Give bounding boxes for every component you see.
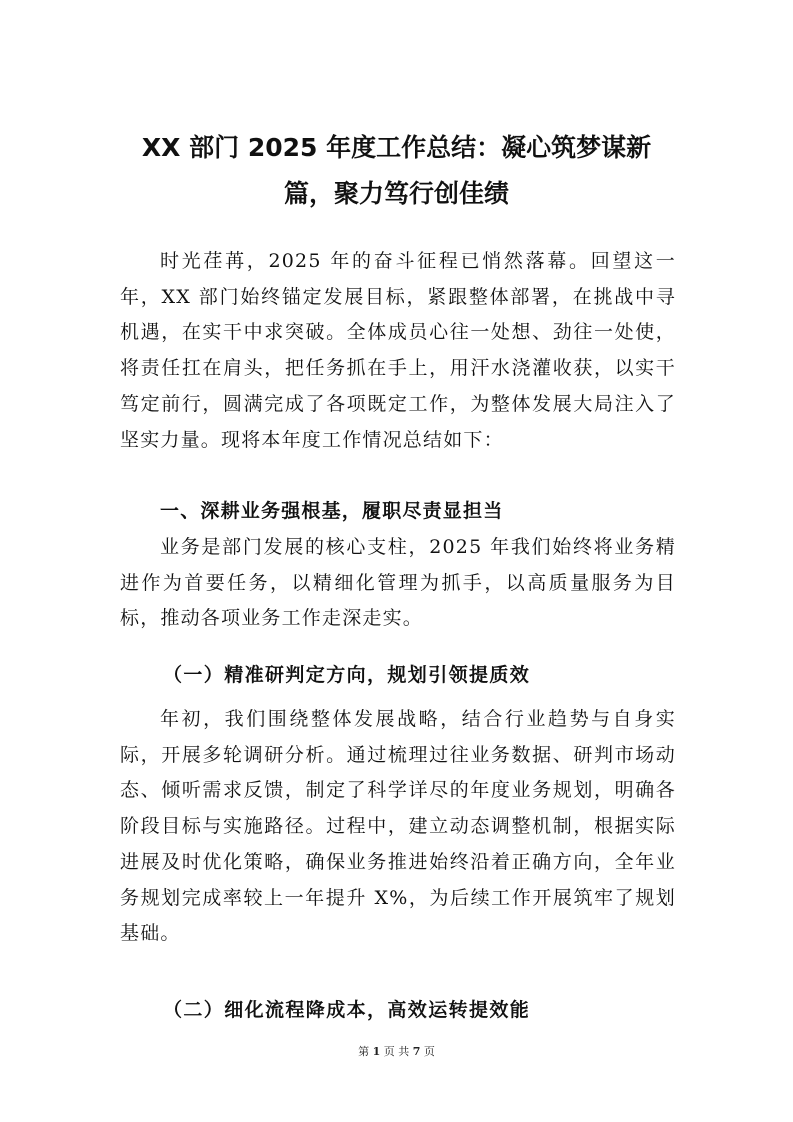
footer-middle: 页 共 (383, 1045, 410, 1058)
footer-total-pages: 7 (412, 1045, 421, 1058)
subsection1-heading: （一）精准研判定方向，规划引领提质效 (163, 664, 531, 686)
footer-suffix: 页 (423, 1045, 435, 1058)
subsection1-paragraph: 年初，我们围绕整体发展战略，结合行业趋势与自身实际，开展多轮调研分析。通过梳理过往业务数据、研判市场动态、倾听需求反馈，制定了科学详尽的年度业务规划，明确各阶段目标与实施路径。过程中，建立动态调整机制，根据实际进展及时优化策略，确保业务推进始终沿着正确方向，全年业务规划完成率较上一年提升 X%，为后续工作开展筑牢了规划基础。 (120, 708, 676, 945)
section1-paragraph: 业务是部门发展的核心支柱，2025 年我们始终将业务精进作为首要任务，以精细化管理为抓手，以高质量服务为目标，推动各项业务工作走深走实。 (120, 536, 676, 630)
footer-prefix: 第 (358, 1045, 370, 1058)
document-title-line2: 篇，聚力笃行创佳绩 (283, 179, 509, 208)
footer-page-number: 1 (372, 1045, 381, 1058)
page-footer (0, 1045, 793, 1059)
subsection2-heading: （二）细化流程降成本，高效运转提效能 (163, 999, 531, 1021)
section1-heading: 一、深耕业务强根基，履职尽责显担当 (160, 500, 504, 522)
intro-paragraph: 时光荏苒，2025 年的奋斗征程已悄然落幕。回望这一年，XX 部门始终锚定发展目标，紧跟整体部署，在挑战中寻机遇，在实干中求突破。全体成员心往一处想、劲往一处使，将责任扛在肩头，把任务抓在手上，用汗水浇灌收获，以实干笃定前行，圆满完成了各项既定工作，为整体发展大局注入了坚实力量。现将本年度工作情况总结如下： (120, 250, 676, 451)
document-title-line1: XX 部门 2025 年度工作总结：凝心筑梦谋新 (141, 133, 652, 162)
